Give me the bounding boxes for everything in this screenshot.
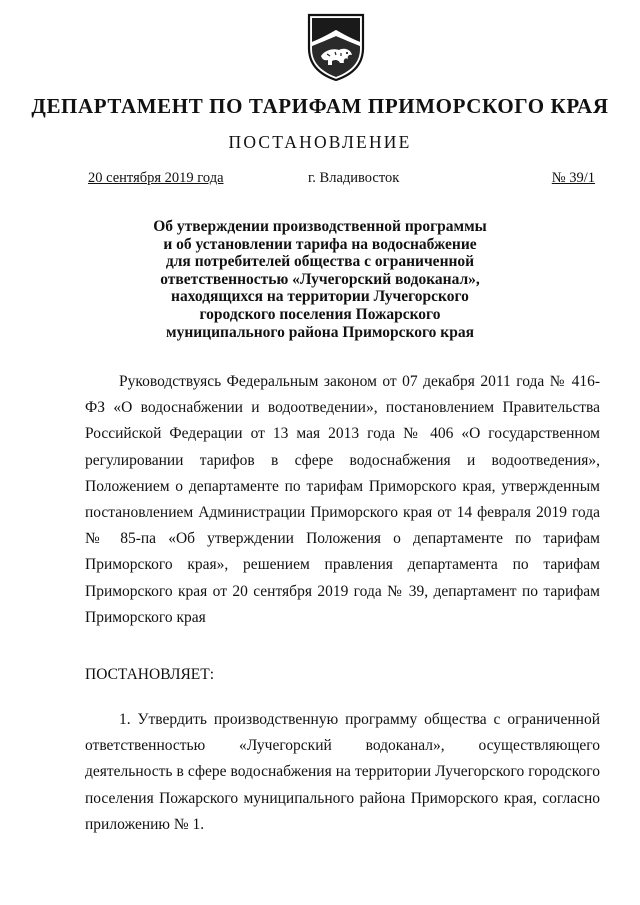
document-meta bbox=[88, 170, 595, 190]
subject-line: и об установлении тарифа на водоснабжение bbox=[163, 235, 477, 253]
department-title: ДЕПАРТАМЕНТ ПО ТАРИФАМ ПРИМОРСКОГО КРАЯ bbox=[31, 94, 609, 118]
preamble-paragraph: Руководствуясь Федеральным законом от 07 декабря 2011 года № 416-ФЗ «О водоснабжении и водоотведении», постановлением Правительства Российской Федерации от 13 мая 2013 года № 406 «О государственном регулировании тарифов в сфере водоснабжения и водоотведения», Положением о департаменте по тарифам Приморского края, утвержденным постановлением Администрации Приморского края от 14 февраля 2019 года № 85-па «Об утверждении Положения о департаменте по тарифам Приморского края», решением правления департамента по тарифам Приморского края от 20 сентября 2019 года № 39, департамент по тарифам Приморского края bbox=[85, 373, 600, 626]
subject-line: муниципального района Приморского края bbox=[166, 323, 474, 341]
item-1-paragraph: 1. Утвердить производственную программу общества с ограниченной ответственностью «Лучегорский водоканал», осуществляющего деятельность в сфере водоснабжения на территории Лучегорского городского поселения Пожарского муниципального района Приморского края, согласно приложению № 1. bbox=[85, 711, 600, 833]
document-subject bbox=[120, 218, 520, 341]
document-city: г. Владивосток bbox=[308, 170, 400, 186]
coat-of-arms-icon bbox=[305, 12, 367, 82]
subject-line: городского поселения Пожарского bbox=[199, 305, 441, 323]
decree-heading: ПОСТАНОВЛЯЕТ: bbox=[85, 666, 215, 683]
document-type: ПОСТАНОВЛЕНИЕ bbox=[228, 132, 412, 152]
subject-line: Об утверждении производственной программы bbox=[153, 218, 487, 235]
document-number: № 39/1 bbox=[551, 170, 595, 186]
subject-line: ответственностью «Лучегорский водоканал», bbox=[160, 270, 480, 288]
subject-line: находящихся на территории Лучегорского bbox=[171, 288, 469, 306]
document-date: 20 сентября 2019 года bbox=[88, 170, 224, 186]
subject-line: для потребителей общества с ограниченной bbox=[165, 253, 475, 271]
